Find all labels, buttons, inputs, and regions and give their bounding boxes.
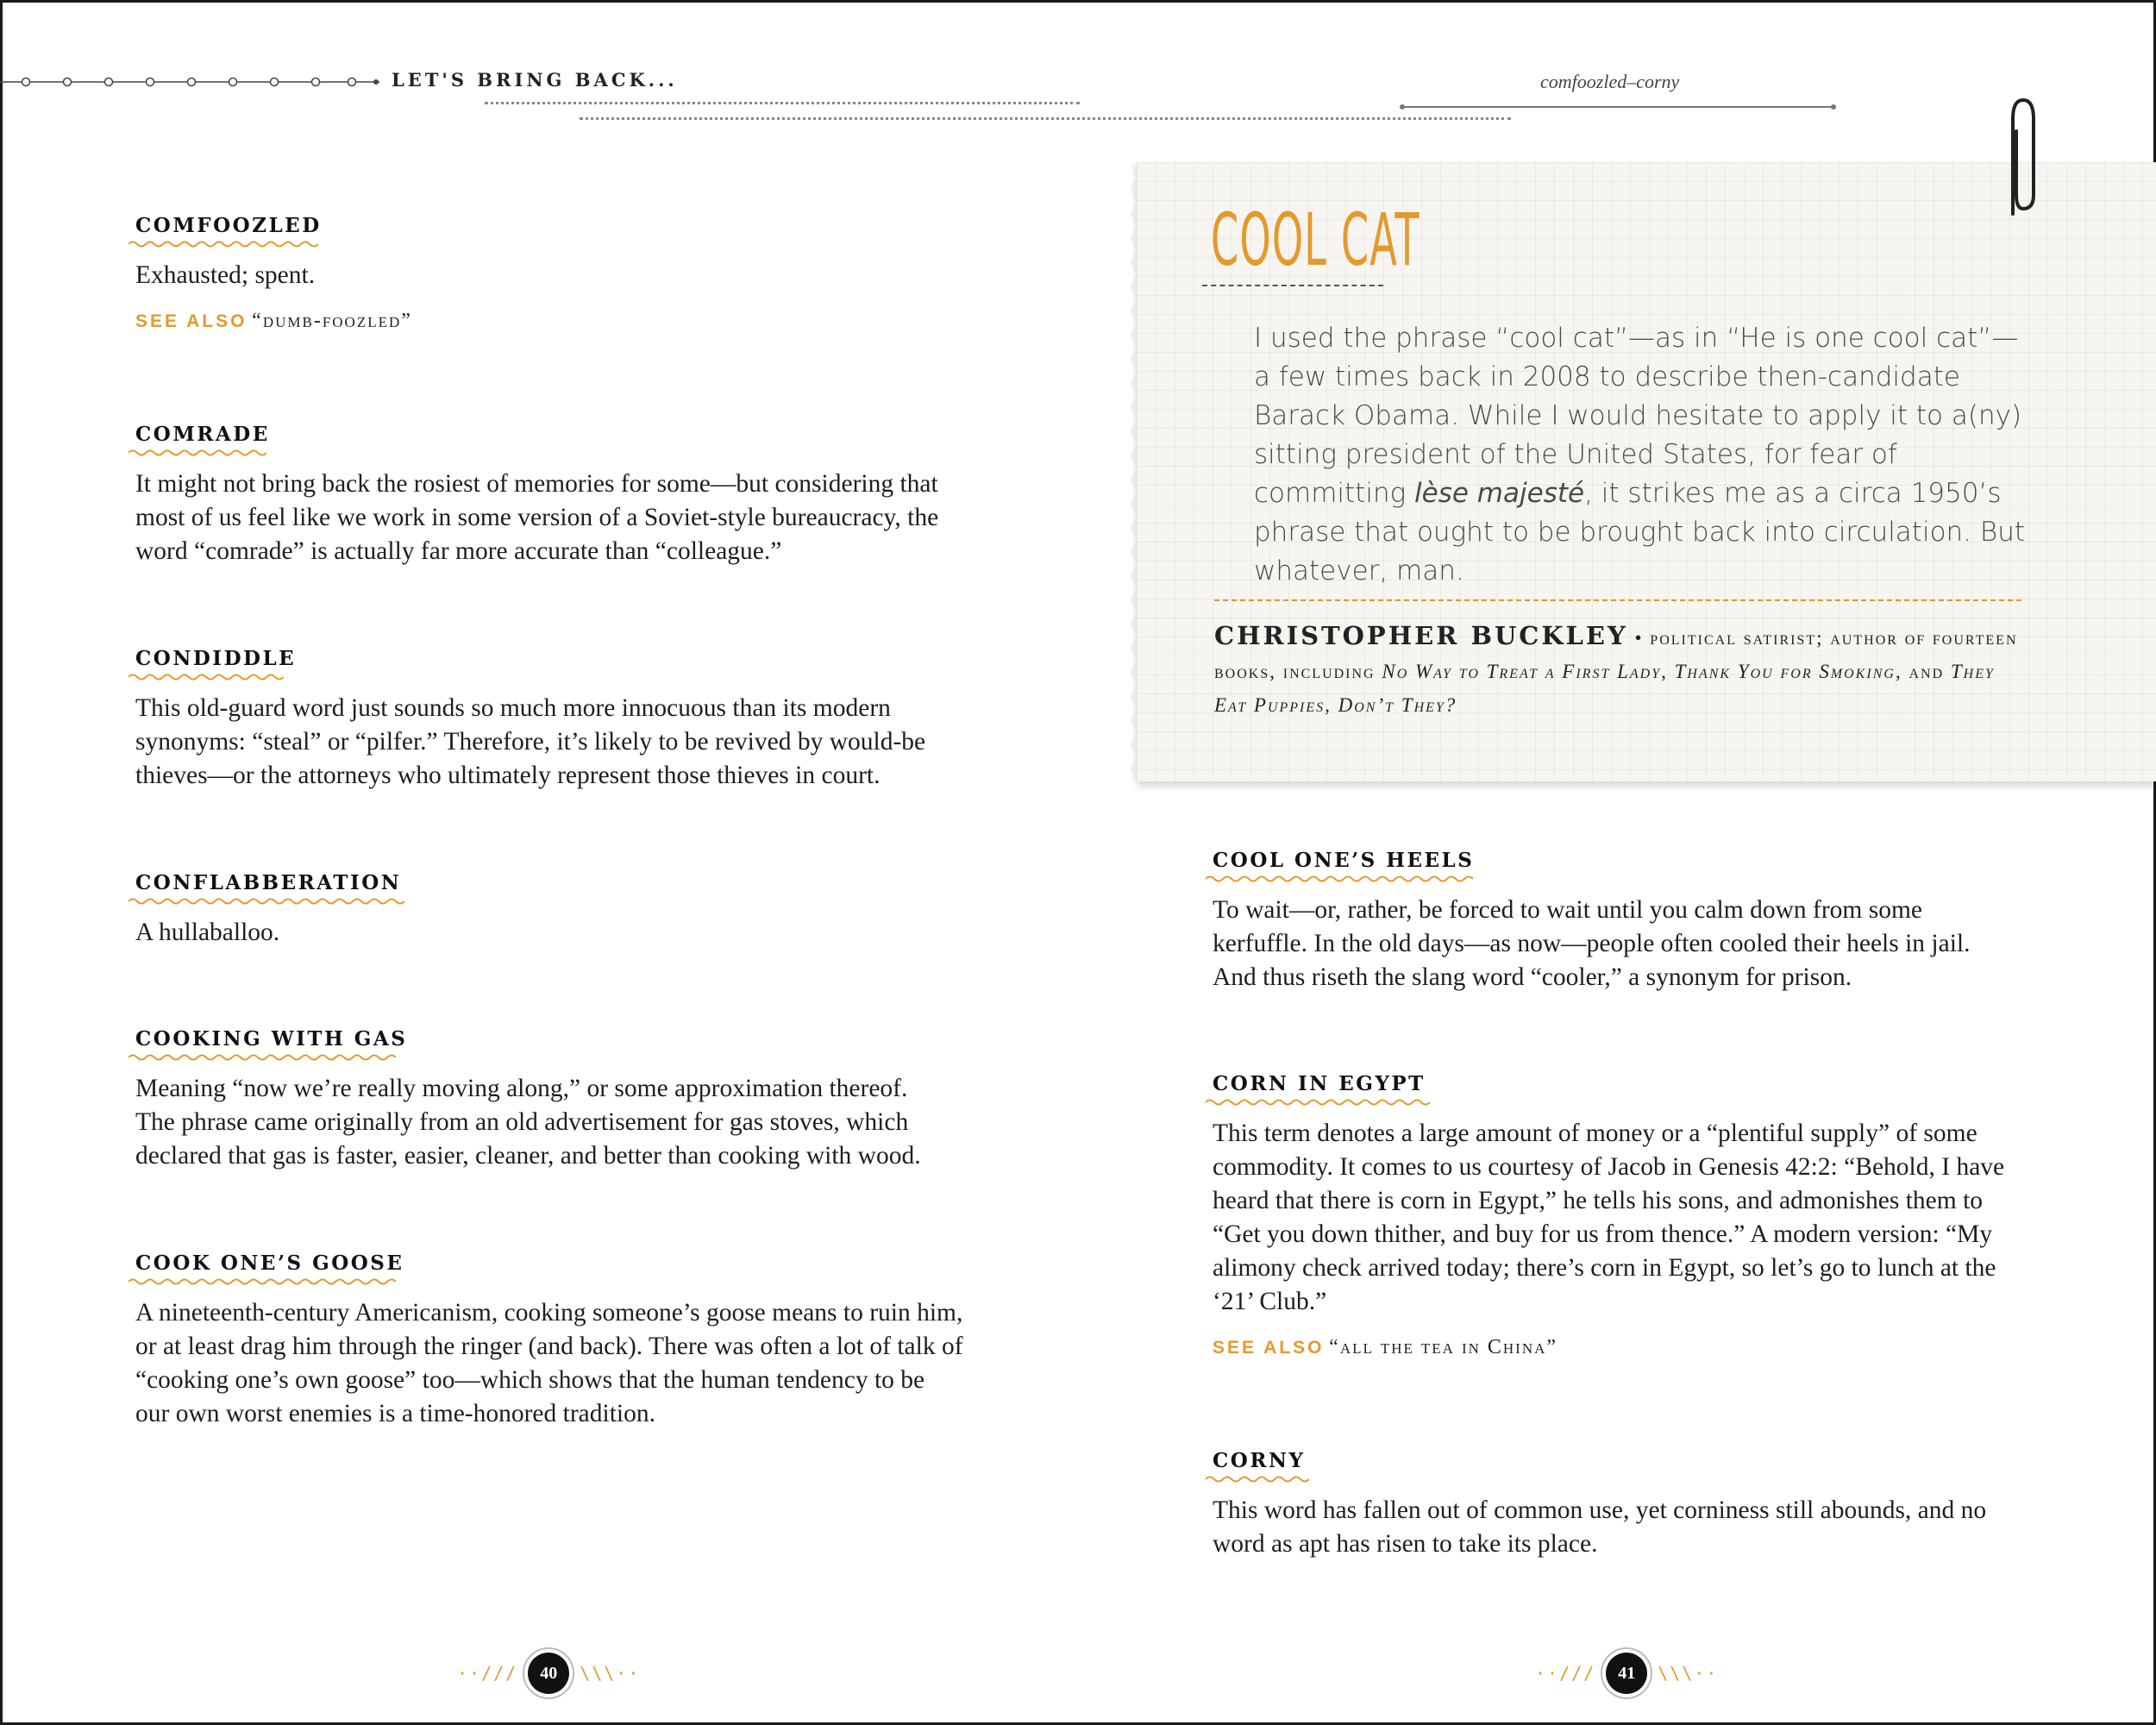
- squiggle-underline: [1206, 875, 1473, 883]
- entry-body: To wait—or, rather, be forced to wait until you calm down from some kerfuffle. In the old days—as now—people often cooled their heels in jail. And thus riseth the slang word “cooler,” a synonym for prison.: [1213, 896, 1971, 991]
- book-title-1: No Way to Treat a First Lady: [1382, 661, 1662, 682]
- entry-conflabberation: [135, 871, 946, 950]
- quote-text: I used the phrase “cool cat”—as in “He is one cool cat”—a few times back in 2008 to describe then-candidate Barack Obama. While I would hesitate to apply it to a(ny) sitting president of the United States, for fear of committing: [1254, 323, 2022, 509]
- header-dotted-rule: [485, 102, 1080, 104]
- entry-title: CONDIDDLE: [135, 647, 297, 670]
- entry-body: It might not bring back the rosiest of memories for some—but considering that most of us feel like we work in some version of a Soviet-style bureaucracy, the word “comrade” is actually far more accurate than “colleague.”: [135, 470, 939, 565]
- card-divider: [1214, 599, 2021, 601]
- attribution-name: CHRISTOPHER BUCKLEY: [1214, 621, 1628, 650]
- squiggle-underline: [128, 240, 318, 248]
- entry-body: A hullaballoo.: [135, 919, 280, 946]
- page-number-right: [1535, 1647, 1718, 1699]
- entry-title: COOL ONE’S HEELS: [1213, 849, 1475, 872]
- entry-comrade: [135, 423, 946, 568]
- attribution-bullet: •: [1627, 627, 1651, 649]
- squiggle-underline: [128, 897, 404, 906]
- entry-title: CORNY: [1213, 1449, 1306, 1472]
- entry-cool-ones-heels: [1213, 849, 2015, 994]
- folio-ornament: \\\··: [1658, 1663, 1719, 1684]
- see-also-reference: “dumb-foozled”: [252, 310, 412, 332]
- entry-body: This term denotes a large amount of money or a “plentiful supply” of some commodity. It comes to us courtesy of Jacob in Genesis 42:2: “Behold, I have heard that there is corn in Egypt,” he tells his sons, and admonishes them to “Get you down thither, and buy for us from thence.” A modern version: “My alimony check arrived today; there’s corn in Egypt, so let’s go to lunch at the ‘21’ Club.”: [1213, 1120, 2005, 1315]
- squiggle-underline: [128, 1053, 396, 1062]
- book-title-2: Thank You for Smoking: [1674, 661, 1896, 682]
- attribution-role: political satirist; author of fourteen books, including: [1214, 627, 2018, 682]
- entry-title: COOKING WITH GAS: [135, 1027, 408, 1051]
- book-title-3: They Eat Puppies, Don’t They?: [1214, 661, 1995, 716]
- attribution-sep-2: , and: [1895, 661, 1951, 682]
- page-number: 41: [1606, 1653, 1647, 1694]
- entry-cooking-with-gas: [135, 1027, 946, 1173]
- folio-ornament: ··///: [1535, 1663, 1596, 1684]
- paperclip-icon: [2001, 93, 2042, 223]
- see-also: [135, 310, 946, 333]
- running-head-right: comfoozled–corny: [1540, 71, 1680, 92]
- entry-body: A nineteenth-century Americanism, cooking someone’s goose means to ruin him, or at least drag him through the ringer (and back). There was often a lot of talk of “cooking one’s own goose” too—which shows that the human tendency to be our own worst enemies is a time-honored tradition.: [135, 1299, 963, 1427]
- entry-body: This word has fallen out of common use, yet corniness still abounds, and no word as apt has risen to take its place.: [1213, 1496, 1987, 1558]
- squiggle-underline: [128, 673, 284, 681]
- entry-title: COMRADE: [135, 423, 270, 446]
- entry-cook-ones-goose: [135, 1251, 963, 1431]
- entry-body: Meaning “now we’re really moving along,” or some approximation thereof. The phrase came originally from an old advertisement for gas stoves, which declared that gas is faster, easier, cleaner, and better than cooking with wood.: [135, 1075, 921, 1170]
- entry-title: CONFLABBERATION: [135, 871, 402, 894]
- folio-ornament: \\\··: [580, 1663, 641, 1684]
- see-also-reference: “all the tea in China”: [1329, 1336, 1558, 1358]
- entry-title: COMFOOZLED: [135, 214, 322, 237]
- squiggle-underline: [128, 1277, 396, 1286]
- quote-text-end: , it strikes me as a circa 1950’s phrase that ought to be brought back into circulation. But whatever, man.: [1254, 478, 2025, 586]
- quote-italic-term: lèse majesté: [1414, 478, 1585, 509]
- entry-title: CORN IN EGYPT: [1213, 1072, 1426, 1095]
- entry-title: COOK ONE’S GOOSE: [135, 1251, 404, 1275]
- card-title-rule: [1202, 285, 1383, 286]
- entry-body: Exhausted; spent.: [135, 261, 316, 289]
- squiggle-underline: [128, 448, 266, 457]
- entry-comfoozled: [135, 214, 946, 333]
- attribution-sep: ,: [1661, 661, 1675, 682]
- see-also-label: SEE ALSO: [1213, 1338, 1325, 1358]
- see-also-label: SEE ALSO: [135, 311, 248, 331]
- header-chain-ornament: [0, 76, 379, 88]
- card-title: COOL CAT: [1211, 198, 1420, 282]
- squiggle-underline: [1206, 1098, 1430, 1107]
- entry-corny: [1213, 1449, 2015, 1561]
- header-dotted-rule-2: [580, 117, 1511, 120]
- card-quote: [1254, 319, 2030, 591]
- see-also: [1213, 1336, 2015, 1359]
- squiggle-underline: [1206, 1475, 1309, 1484]
- header-range-rule: [1402, 106, 1833, 108]
- entry-corn-in-egypt: [1213, 1072, 2015, 1359]
- running-head-left: LET'S BRING BACK...: [392, 69, 678, 91]
- entry-condiddle: [135, 647, 946, 793]
- page-number: 40: [528, 1653, 569, 1694]
- card-attribution: [1214, 619, 2025, 722]
- page-number-left: [457, 1647, 640, 1699]
- folio-ornament: ··///: [457, 1663, 518, 1684]
- entry-body: This old-guard word just sounds so much more innocuous than its modern synonyms: “steal” or “pilfer.” Therefore, it’s likely to be revived by would-be thieves—or the attorneys who ultimately represent those thieves in court.: [135, 694, 926, 789]
